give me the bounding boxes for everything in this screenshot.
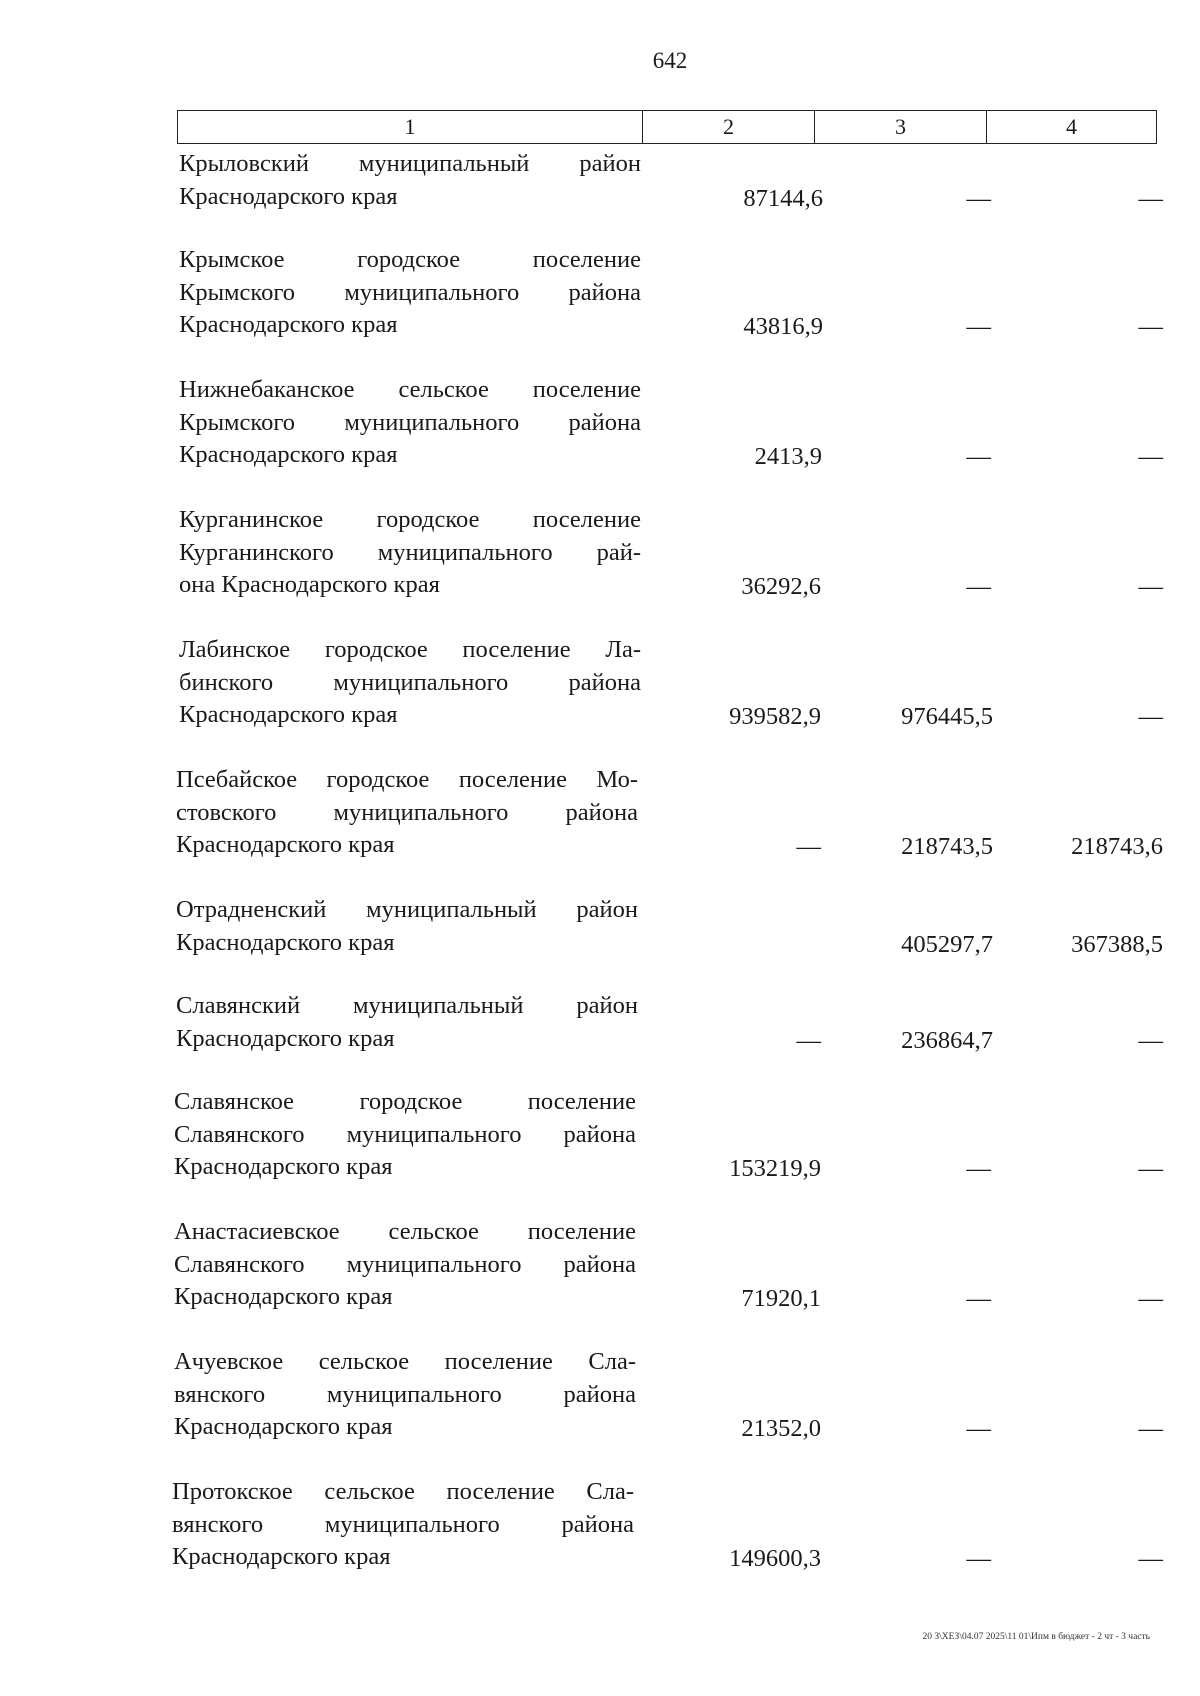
row-value-c4: —: [1138, 1415, 1163, 1442]
row-name-line: Краснодарского края: [174, 1413, 393, 1440]
footer-note: 20 З\ХЕЗ\04.07 2025\11 01\Ипм в бюджет - 2 чт - 3 часть: [922, 1632, 1150, 1642]
row-name: [179, 634, 641, 732]
row-name-line: она Краснодарского края: [179, 571, 440, 598]
row-value-c2: 36292,6: [741, 573, 821, 600]
row-name-line: Краснодарского края: [172, 1543, 391, 1570]
row-name-line: Краснодарского края: [179, 701, 398, 728]
row-name-line: Краснодарского края: [179, 441, 398, 468]
row-name: [179, 244, 641, 342]
row-value-c2: 149600,3: [729, 1545, 821, 1572]
row-value-c4: —: [1138, 703, 1163, 730]
row-name-line: Славянского муниципального района: [174, 1120, 636, 1148]
row-value-c4: —: [1138, 573, 1163, 600]
row-name-line: Славянский муниципальный район: [176, 992, 638, 1019]
row-value-c4: —: [1138, 184, 1163, 212]
row-name-line: Нижнебаканское сельское поселение: [179, 376, 641, 403]
row-value-c4: —: [1138, 1285, 1163, 1312]
row-name-line: Лабинское городское поселение Ла-: [179, 636, 641, 663]
row-name-line: вянского муниципального района: [174, 1380, 636, 1408]
row-name-line: Анастасиевское сельское поселение: [174, 1218, 636, 1245]
row-value-c4: —: [1138, 443, 1163, 470]
row-name-line: Славянское городское поселение: [174, 1088, 636, 1115]
row-value-c2: 153219,9: [729, 1155, 821, 1182]
row-name: [172, 1476, 634, 1574]
row-name: [179, 504, 641, 602]
row-name-line: Краснодарского края: [176, 1024, 395, 1052]
header-col-4: 4: [1066, 114, 1077, 139]
row-value-c3: —: [966, 184, 991, 212]
row-value-c2: 2413,9: [754, 443, 822, 470]
row-value-c4: —: [1138, 1026, 1163, 1054]
row-name-line: Псебайское городское поселение Мо-: [176, 766, 638, 793]
row-name-line: Курганинского муниципального рай-: [179, 538, 641, 566]
row-value-c3: —: [966, 1545, 991, 1572]
row-name: [174, 1086, 636, 1184]
row-name-line: Краснодарского края: [176, 831, 395, 858]
row-name-line: Крымское городское поселение: [179, 246, 641, 273]
row-value-c4: —: [1138, 1155, 1163, 1182]
row-value-c3: 236864,7: [901, 1026, 993, 1054]
row-name: [179, 148, 641, 213]
row-name-line: Протокское сельское поселение Сла-: [172, 1478, 634, 1505]
header-col-1: 1: [178, 111, 643, 143]
row-value-c4: 367388,5: [1071, 930, 1163, 958]
row-value-c3: —: [966, 1155, 991, 1182]
row-name-line: бинского муниципального района: [179, 668, 641, 696]
row-name-line: Краснодарского края: [179, 182, 398, 210]
row-value-c2: —: [796, 1026, 821, 1054]
row-value-c3: —: [966, 573, 991, 600]
row-name-line: Крыловский муниципальный район: [179, 150, 641, 177]
row-name: [176, 764, 638, 862]
header-col-2: 2: [643, 111, 815, 143]
row-value-c2: 43816,9: [743, 313, 823, 340]
row-name-line: Крымского муниципального района: [179, 278, 641, 306]
row-value-c3: —: [966, 313, 991, 340]
row-value-c3: —: [966, 1285, 991, 1312]
row-value-c3: —: [966, 1415, 991, 1442]
row-value-c3: 218743,5: [901, 833, 993, 860]
row-name-line: Курганинское городское поселение: [179, 506, 641, 533]
row-name-line: вянского муниципального района: [172, 1510, 634, 1538]
row-value-c3: —: [966, 443, 991, 470]
row-name-line: Краснодарского края: [179, 311, 398, 338]
row-value-c4: —: [1138, 313, 1163, 340]
row-value-c4: 218743,6: [1071, 833, 1163, 860]
row-name: [174, 1216, 636, 1314]
page-number: 642: [652, 48, 688, 73]
row-name: [176, 894, 638, 959]
row-value-c2: —: [796, 833, 821, 860]
header-col-3: 3: [815, 111, 987, 143]
row-name-line: Краснодарского края: [174, 1153, 393, 1180]
row-value-c2: 21352,0: [741, 1415, 821, 1442]
row-name-line: Краснодарского края: [176, 928, 395, 956]
row-name-line: Краснодарского края: [174, 1283, 393, 1310]
row-name: [179, 374, 641, 472]
row-value-c3: 976445,5: [901, 703, 993, 730]
row-name: [174, 1346, 636, 1444]
row-name-line: Ачуевское сельское поселение Сла-: [174, 1348, 636, 1375]
row-value-c2: 87144,6: [743, 184, 823, 212]
row-value-c2: 939582,9: [729, 703, 821, 730]
row-name-line: Славянского муниципального района: [174, 1250, 636, 1278]
row-value-c3: 405297,7: [901, 930, 993, 958]
row-value-c2: 71920,1: [741, 1285, 821, 1312]
row-name-line: Отрадненский муниципальный район: [176, 896, 638, 923]
row-name: [176, 990, 638, 1055]
table-header: [177, 110, 1157, 144]
row-name-line: Крымского муниципального района: [179, 408, 641, 436]
row-name-line: стовского муниципального района: [176, 798, 638, 826]
row-value-c4: —: [1138, 1545, 1163, 1572]
